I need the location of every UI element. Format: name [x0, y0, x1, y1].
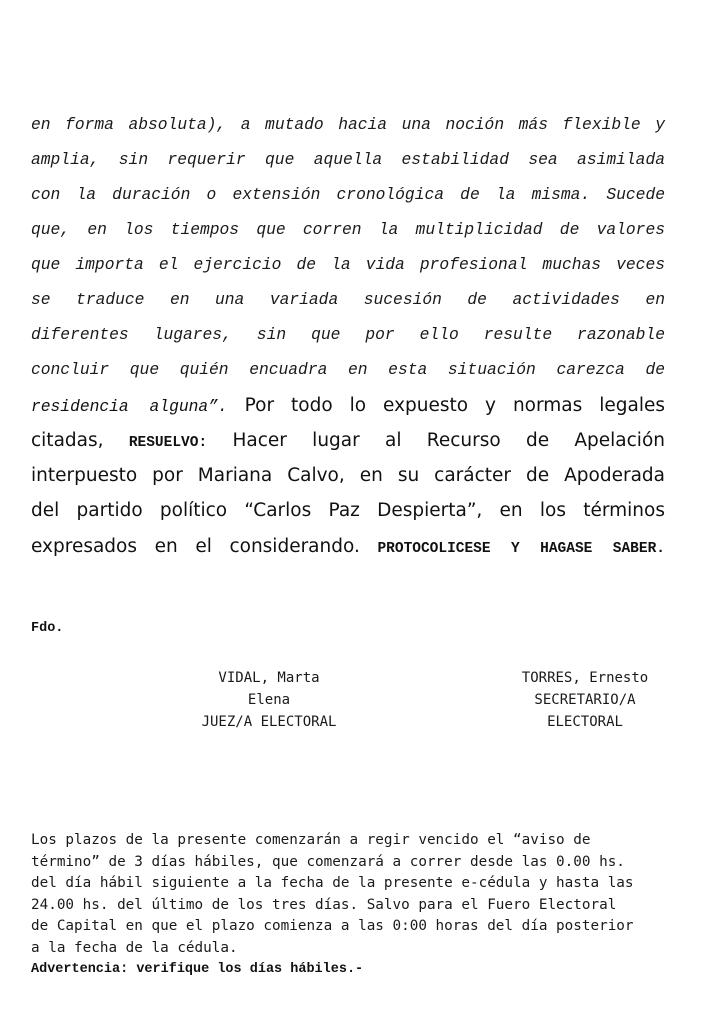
- secretary-name: TORRES, Ernesto: [521, 670, 649, 686]
- ruling-line-3: interpuesto por Mariana Calvo, en su carácter de Apoderada: [31, 465, 665, 486]
- ruling-line-5: [31, 534, 665, 560]
- notice-line-4: 24.00 hs. del último de los tres días. Salvo para el Fuero Electoral: [31, 896, 617, 913]
- closing-order: PROTOCOLICESE Y HAGASE SABER.: [377, 541, 665, 557]
- ruling-line-1: [31, 393, 665, 419]
- quote-line-7: diferentes lugares, sin que por ello resulte razonable: [31, 325, 665, 344]
- judge-name-line-2: Elena: [247, 692, 291, 708]
- quote-line-5: que importa el ejercicio de la vida profesional muchas veces: [31, 255, 665, 274]
- warning-text: Advertencia: verifique los días hábiles.-: [31, 962, 364, 977]
- signature-label: Fdo.: [31, 621, 64, 636]
- secretary-title-line-1: SECRETARIO/A: [534, 692, 636, 708]
- ruling-line-4: del partido político “Carlos Paz Despierta”, en los términos: [31, 500, 665, 521]
- ruling-line-2-prefix: citadas,: [31, 430, 104, 451]
- secretary-signature: [500, 667, 670, 733]
- ruling-line-2-text: Hacer lugar al Recurso de Apelación: [232, 430, 665, 451]
- quote-line-6: se traduce en una variada sucesión de actividades en: [31, 290, 665, 309]
- quote-line-8: concluir que quién encuadra en esta situación carezca de: [31, 360, 665, 379]
- notice-line-6: a la fecha de la cédula.: [31, 939, 238, 956]
- ruling-line-2: [31, 428, 665, 454]
- ruling-line-5-text: expresados en el considerando.: [31, 536, 360, 557]
- quote-line-1: en forma absoluta), a mutado hacia una noción más flexible y: [31, 115, 665, 134]
- notice-line-1: Los plazos de la presente comenzarán a regir vencido el “aviso de: [31, 832, 591, 848]
- notice-line-5: de Capital en que el plazo comienza a las 0:00 horas del día posterior: [31, 918, 634, 934]
- quote-last-fragment: residencia alguna”.: [31, 397, 228, 416]
- notice-line-2: término” de 3 días hábiles, que comenzará a correr desde las 0.00 hs.: [31, 853, 625, 870]
- quote-line-2: amplia, sin requerir que aquella estabilidad sea asimilada: [31, 150, 665, 169]
- notice-line-3: del día hábil siguiente a la fecha de la presente e-cédula y hasta las: [31, 875, 634, 891]
- quote-line-3: con la duración o extensión cronológica de la misma. Sucede: [31, 185, 665, 204]
- judge-signature: [188, 667, 350, 733]
- quote-line-4: que, en los tiempos que corren la multiplicidad de valores: [31, 220, 665, 239]
- ruling-line-1-text: Por todo lo expuesto y normas legales: [244, 395, 665, 416]
- judge-title: JUEZ/A ELECTORAL: [201, 714, 337, 730]
- resuelvo-keyword: RESUELVO:: [128, 435, 208, 451]
- secretary-title-line-2: ELECTORAL: [547, 714, 623, 730]
- judge-name-line-1: VIDAL, Marta: [218, 670, 320, 686]
